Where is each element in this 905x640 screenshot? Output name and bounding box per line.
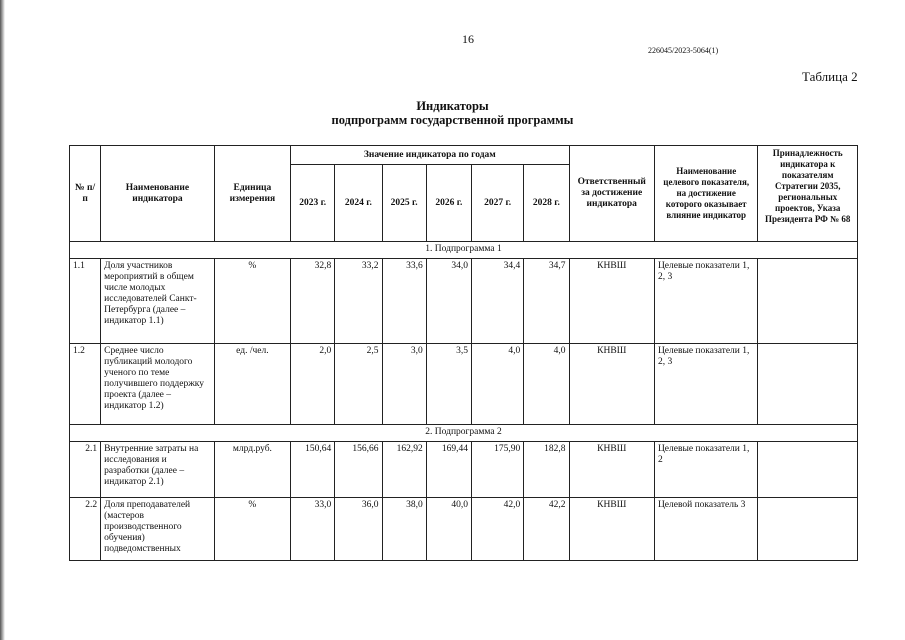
row-value: 162,92 (382, 442, 426, 498)
row-value: 169,44 (426, 442, 471, 498)
row-value: 40,0 (426, 498, 471, 561)
row-value: 32,8 (291, 259, 335, 344)
header-name: Наименование индикатора (101, 146, 215, 242)
table-row (70, 498, 858, 561)
section-row (70, 242, 858, 259)
header-target: Наименование целевого показателя, на достижение которого оказывает влияние индикатор (654, 146, 758, 242)
row-value: 2,5 (335, 344, 382, 425)
row-responsible: КНВШ (569, 344, 654, 425)
header-responsible: Ответственный за достижение индикатора (569, 146, 654, 242)
row-unit: % (214, 498, 290, 561)
section-row (70, 425, 858, 442)
header-year: 2028 г. (524, 165, 569, 242)
table-row (70, 259, 858, 344)
header-values-by-year: Значение индикатора по годам (291, 146, 569, 165)
title-line-2: подпрограмм государственной программы (331, 113, 574, 127)
header-num: № п/п (70, 146, 101, 242)
row-value: 36,0 (335, 498, 382, 561)
row-value: 3,0 (382, 344, 426, 425)
row-value: 4,0 (524, 344, 569, 425)
header-year: 2023 г. (291, 165, 335, 242)
row-value: 33,0 (291, 498, 335, 561)
row-responsible: КНВШ (569, 442, 654, 498)
row-value: 33,2 (335, 259, 382, 344)
row-value: 4,0 (471, 344, 523, 425)
document-id: 226045/2023-5064(1) (648, 46, 719, 55)
row-unit: ед. /чел. (214, 344, 290, 425)
row-unit: % (214, 259, 290, 344)
row-num: 1.1 (70, 259, 101, 344)
section-title: 1. Подпрограмма 1 (70, 242, 858, 259)
row-belonging (758, 259, 858, 344)
row-name: Среднее число публикаций молодого ученого по теме получившего поддержку проекта (далее – индикатор 1.2) (101, 344, 215, 425)
row-value: 175,90 (471, 442, 523, 498)
table-label: Таблица 2 (802, 69, 858, 84)
row-value: 150,64 (291, 442, 335, 498)
row-name: Внутренние затраты на исследования и разработки (далее – индикатор 2.1) (101, 442, 215, 498)
row-value: 34,0 (426, 259, 471, 344)
row-target: Целевые показатели 1, 2 (654, 442, 758, 498)
section-title: 2. Подпрограмма 2 (70, 425, 858, 442)
row-target: Целевые показатели 1, 2, 3 (654, 259, 758, 344)
row-target: Целевой показатель 3 (654, 498, 758, 561)
scan-edge (0, 0, 6, 640)
row-responsible: КНВШ (569, 498, 654, 561)
row-value: 2,0 (291, 344, 335, 425)
row-num: 2.1 (70, 442, 101, 498)
row-name: Доля преподавателей (мастеров производственного обучения) подведомственных (101, 498, 215, 561)
title-line-1: Индикаторы (416, 99, 489, 113)
row-target: Целевые показатели 1, 2, 3 (654, 344, 758, 425)
row-belonging (758, 344, 858, 425)
row-responsible: КНВШ (569, 259, 654, 344)
row-value: 156,66 (335, 442, 382, 498)
row-value: 33,6 (382, 259, 426, 344)
row-belonging (758, 442, 858, 498)
row-value: 42,2 (524, 498, 569, 561)
header-year: 2026 г. (426, 165, 471, 242)
row-belonging (758, 498, 858, 561)
row-value: 3,5 (426, 344, 471, 425)
header-belonging: Принадлежность индикатора к показателям Стратегии 2035, региональных проектов, Указа Президента РФ № 68 (758, 146, 858, 242)
header-year: 2025 г. (382, 165, 426, 242)
table-row (70, 344, 858, 425)
row-num: 2.2 (70, 498, 101, 561)
indicators-table (69, 145, 858, 561)
page-number: 16 (462, 32, 474, 46)
header-unit: Единица измерения (214, 146, 290, 242)
row-value: 34,4 (471, 259, 523, 344)
row-num: 1.2 (70, 344, 101, 425)
row-value: 42,0 (471, 498, 523, 561)
row-value: 38,0 (382, 498, 426, 561)
header-year: 2024 г. (335, 165, 382, 242)
table-row (70, 442, 858, 498)
row-value: 182,8 (524, 442, 569, 498)
row-value: 34,7 (524, 259, 569, 344)
header-row-1 (70, 146, 858, 165)
row-unit: млрд.руб. (214, 442, 290, 498)
row-name: Доля участников мероприятий в общем числе молодых исследователей Санкт-Петербурга (далее – индикатор 1.1) (101, 259, 215, 344)
header-year: 2027 г. (471, 165, 523, 242)
page-title (0, 99, 905, 127)
